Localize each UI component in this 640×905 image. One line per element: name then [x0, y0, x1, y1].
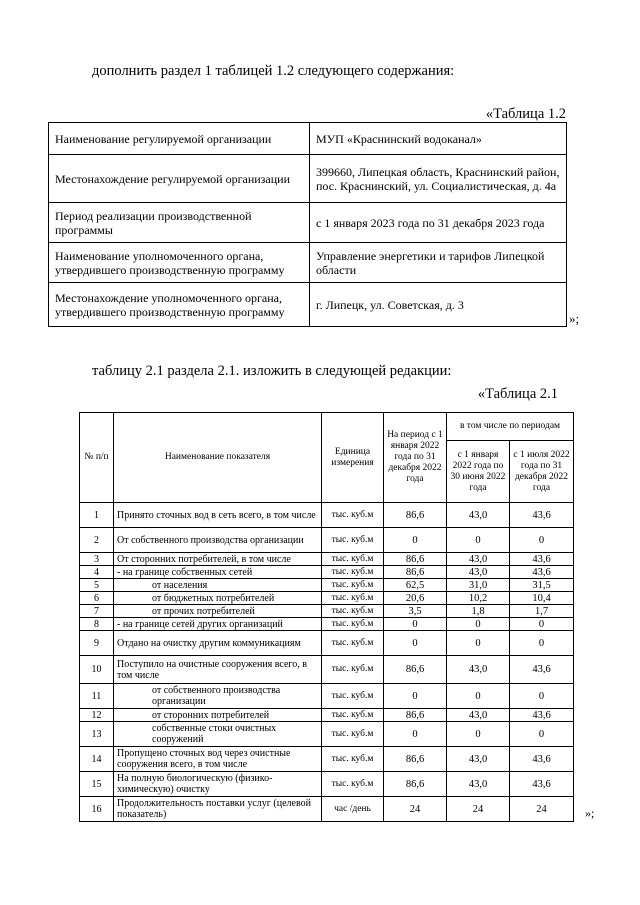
row-period-2: 43,6: [510, 566, 574, 579]
row-total: 86,6: [384, 747, 447, 772]
row-unit: тыс. куб.м: [322, 618, 384, 631]
row-period-2: 0: [510, 618, 574, 631]
intro-text-2: таблицу 2.1 раздела 2.1. изложить в следующей редакции:: [92, 363, 452, 379]
row-name: собственные стоки очистных сооружений: [114, 722, 322, 747]
table-row: [80, 566, 574, 579]
row-total: 0: [384, 722, 447, 747]
row-num: 11: [80, 684, 114, 709]
row-label: Местонахождение регулируемой организации: [49, 155, 310, 203]
table-row: [80, 528, 574, 553]
table-row: [49, 283, 567, 327]
row-num: 13: [80, 722, 114, 747]
table-row: [80, 797, 574, 822]
row-period-1: 43,0: [447, 709, 510, 722]
table-row: [80, 605, 574, 618]
row-value: с 1 января 2023 года по 31 декабря 2023 года: [310, 203, 567, 243]
row-num: 6: [80, 592, 114, 605]
row-period-1: 43,0: [447, 747, 510, 772]
row-period-2: 0: [510, 528, 574, 553]
table-row: [80, 631, 574, 656]
row-total: 0: [384, 618, 447, 631]
row-period-1: 10,2: [447, 592, 510, 605]
row-period-1: 0: [447, 631, 510, 656]
row-total: 62,5: [384, 579, 447, 592]
row-period-1: 0: [447, 528, 510, 553]
header-period: На период с 1 января 2022 года по 31 декабря 2022 года: [384, 413, 447, 503]
header-period-2: с 1 июля 2022 года по 31 декабря 2022 года: [510, 441, 574, 503]
header-num: № п/п: [80, 413, 114, 503]
row-num: 9: [80, 631, 114, 656]
row-num: 3: [80, 553, 114, 566]
row-name: от собственного производства организации: [114, 684, 322, 709]
row-period-1: 0: [447, 722, 510, 747]
row-total: 86,6: [384, 553, 447, 566]
row-total: 86,6: [384, 503, 447, 528]
row-num: 16: [80, 797, 114, 822]
row-period-1: 43,0: [447, 566, 510, 579]
row-period-2: 0: [510, 684, 574, 709]
row-name: Принято сточных вод в сеть всего, в том числе: [114, 503, 322, 528]
row-num: 5: [80, 579, 114, 592]
row-unit: тыс. куб.м: [322, 605, 384, 618]
table-row: [80, 592, 574, 605]
table-row: [80, 553, 574, 566]
table-row: [49, 155, 567, 203]
row-unit: тыс. куб.м: [322, 709, 384, 722]
table-1-closing-quote: »;: [569, 311, 580, 326]
row-num: 8: [80, 618, 114, 631]
row-unit: тыс. куб.м: [322, 553, 384, 566]
row-total: 86,6: [384, 709, 447, 722]
row-num: 1: [80, 503, 114, 528]
row-period-2: 43,6: [510, 772, 574, 797]
table-row: [80, 772, 574, 797]
row-total: 3,5: [384, 605, 447, 618]
row-label: Период реализации производственной программы: [49, 203, 310, 243]
row-period-1: 43,0: [447, 656, 510, 684]
row-num: 7: [80, 605, 114, 618]
row-period-1: 0: [447, 684, 510, 709]
table-row: [80, 747, 574, 772]
row-num: 4: [80, 566, 114, 579]
row-name: Поступило на очистные сооружения всего, в том числе: [114, 656, 322, 684]
row-period-2: 43,6: [510, 709, 574, 722]
row-total: 0: [384, 684, 447, 709]
row-total: 86,6: [384, 772, 447, 797]
row-value: Управление энергетики и тарифов Липецкой области: [310, 243, 567, 283]
table-1-caption: «Таблица 1.2: [485, 106, 566, 122]
row-total: 86,6: [384, 566, 447, 579]
table-row: [80, 618, 574, 631]
header-subperiods: в том числе по периодам: [447, 413, 574, 441]
table-row: [80, 656, 574, 684]
table-row: [49, 243, 567, 283]
table-2: [79, 412, 574, 822]
row-num: 15: [80, 772, 114, 797]
row-period-1: 43,0: [447, 553, 510, 566]
row-unit: тыс. куб.м: [322, 503, 384, 528]
row-period-2: 43,6: [510, 656, 574, 684]
row-unit: тыс. куб.м: [322, 772, 384, 797]
row-value: МУП «Краснинский водоканал»: [310, 123, 567, 155]
table-row: [80, 684, 574, 709]
header-name: Наименование показателя: [114, 413, 322, 503]
row-unit: тыс. куб.м: [322, 566, 384, 579]
table-header-row: [80, 413, 574, 441]
row-value: г. Липецк, ул. Советская, д. 3: [310, 283, 567, 327]
row-unit: тыс. куб.м: [322, 528, 384, 553]
row-label: Наименование уполномоченного органа, утвердившего производственную программу: [49, 243, 310, 283]
table-row: [80, 503, 574, 528]
row-total: 0: [384, 631, 447, 656]
row-name: от сторонних потребителей: [114, 709, 322, 722]
row-num: 2: [80, 528, 114, 553]
row-total: 86,6: [384, 656, 447, 684]
table-1: [48, 122, 567, 327]
row-name: от прочих потребителей: [114, 605, 322, 618]
row-unit: тыс. куб.м: [322, 747, 384, 772]
table-row: [80, 709, 574, 722]
table-row: [80, 722, 574, 747]
row-period-2: 43,6: [510, 503, 574, 528]
row-unit: тыс. куб.м: [322, 592, 384, 605]
row-period-2: 0: [510, 722, 574, 747]
row-unit: тыс. куб.м: [322, 656, 384, 684]
row-total: 20,6: [384, 592, 447, 605]
table-row: [80, 579, 574, 592]
row-num: 12: [80, 709, 114, 722]
table-row: [49, 123, 567, 155]
row-unit: тыс. куб.м: [322, 579, 384, 592]
row-period-2: 10,4: [510, 592, 574, 605]
header-period-1: с 1 января 2022 года по 30 июня 2022 года: [447, 441, 510, 503]
row-name: от населения: [114, 579, 322, 592]
row-period-2: 24: [510, 797, 574, 822]
row-value: 399660, Липецкая область, Краснинский район, пос. Краснинский, ул. Социалистическая, д. 4а: [310, 155, 567, 203]
row-num: 14: [80, 747, 114, 772]
row-name: - на границе сетей других организаций: [114, 618, 322, 631]
row-label: Наименование регулируемой организации: [49, 123, 310, 155]
row-num: 10: [80, 656, 114, 684]
row-total: 24: [384, 797, 447, 822]
row-name: - на границе собственных сетей: [114, 566, 322, 579]
table-row: [49, 203, 567, 243]
row-period-2: 31,5: [510, 579, 574, 592]
table-2-caption: «Таблица 2.1: [477, 386, 558, 402]
header-unit: Единица измерения: [322, 413, 384, 503]
row-name: от бюджетных потребителей: [114, 592, 322, 605]
row-total: 0: [384, 528, 447, 553]
row-name: Продолжительность поставки услуг (целевой показатель): [114, 797, 322, 822]
row-period-1: 43,0: [447, 503, 510, 528]
row-period-1: 0: [447, 618, 510, 631]
row-period-2: 43,6: [510, 747, 574, 772]
row-unit: тыс. куб.м: [322, 631, 384, 656]
row-unit: тыс. куб.м: [322, 684, 384, 709]
row-period-1: 31,0: [447, 579, 510, 592]
row-unit: тыс. куб.м: [322, 722, 384, 747]
row-period-1: 43,0: [447, 772, 510, 797]
row-period-2: 1,7: [510, 605, 574, 618]
row-period-2: 0: [510, 631, 574, 656]
row-name: Отдано на очистку другим коммуникациям: [114, 631, 322, 656]
row-period-2: 43,6: [510, 553, 574, 566]
row-period-1: 24: [447, 797, 510, 822]
row-name: На полную биологическую (физико-химическую) очистку: [114, 772, 322, 797]
table-2-closing-quote: »;: [585, 806, 595, 820]
intro-text-1: дополнить раздел 1 таблицей 1.2 следующего содержания:: [92, 63, 455, 79]
row-name: От собственного производства организации: [114, 528, 322, 553]
row-label: Местонахождение уполномоченного органа, утвердившего производственную программу: [49, 283, 310, 327]
row-name: От сторонних потребителей, в том числе: [114, 553, 322, 566]
row-name: Пропущено сточных вод через очистные сооружения всего, в том числе: [114, 747, 322, 772]
row-unit: час /день: [322, 797, 384, 822]
row-period-1: 1,8: [447, 605, 510, 618]
